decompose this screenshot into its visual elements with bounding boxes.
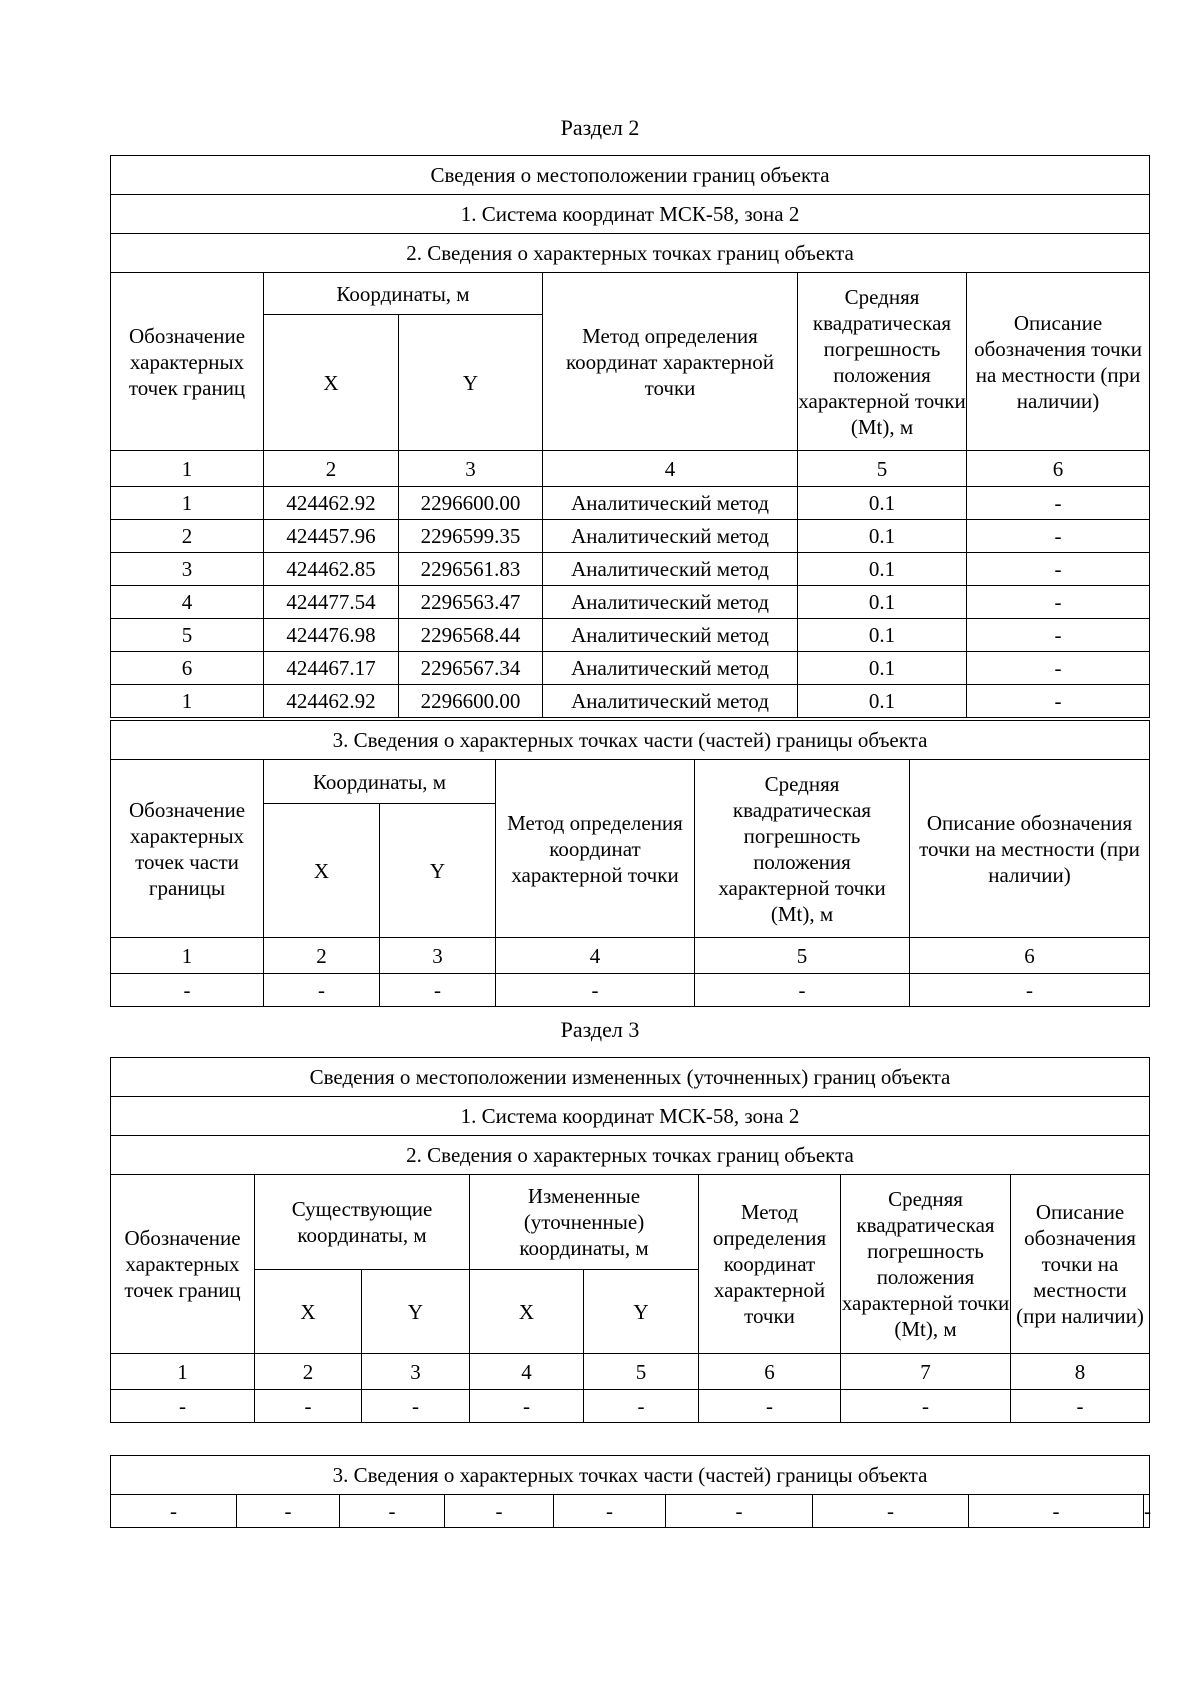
empty-cell: - xyxy=(362,1390,470,1423)
header-designation: Обозначение характерных точек границ xyxy=(111,1175,255,1354)
coord-y: 2296600.00 xyxy=(399,685,543,718)
section-3-points-title: 2. Сведения о характерных точках границ объекта xyxy=(111,1136,1150,1175)
description: - xyxy=(967,652,1150,685)
section-3-title: Раздел 3 xyxy=(560,1017,640,1042)
header-method: Метод определения координат характерной точки xyxy=(543,273,798,451)
header-error: Средняя квадратическая погрешность положения характерной точки (Mt), м xyxy=(798,273,967,451)
point-number: 6 xyxy=(111,652,264,685)
error-mt: 0.1 xyxy=(798,553,967,586)
header-existing-coords: Существующие координаты, м xyxy=(255,1175,470,1270)
error-mt: 0.1 xyxy=(798,586,967,619)
header-error: Средняя квадратическая погрешность положения характерной точки (Mt), м xyxy=(841,1175,1011,1354)
header-y: Y xyxy=(380,804,496,938)
empty-cell: - xyxy=(969,1495,1144,1528)
col-number: 6 xyxy=(910,938,1150,974)
method: Аналитический метод xyxy=(543,520,798,553)
coord-x: 424462.85 xyxy=(264,553,399,586)
header-description: Описание обозначения точки на местности (при наличии) xyxy=(967,273,1150,451)
point-number: 2 xyxy=(111,520,264,553)
description: - xyxy=(967,520,1150,553)
table-row xyxy=(111,652,1150,685)
col-number: 3 xyxy=(380,938,496,974)
section-2-caption: Сведения о местоположении границ объекта xyxy=(111,156,1150,195)
header-x: X xyxy=(264,804,380,938)
table-row xyxy=(111,619,1150,652)
header-description: Описание обозначения точки на местности (при наличии) xyxy=(1011,1175,1150,1354)
method: Аналитический метод xyxy=(543,652,798,685)
col-number: 5 xyxy=(798,451,967,487)
empty-cell: - xyxy=(496,974,695,1007)
description: - xyxy=(967,487,1150,520)
table-row xyxy=(111,487,1150,520)
table-row xyxy=(111,1390,1150,1423)
header-y: Y xyxy=(399,315,543,451)
col-number: 5 xyxy=(584,1354,699,1390)
empty-cell: - xyxy=(554,1495,666,1528)
coord-x: 424467.17 xyxy=(264,652,399,685)
section-3-parts-title: 3. Сведения о характерных точках части (частей) границы объекта xyxy=(111,1456,1150,1495)
coord-x: 424477.54 xyxy=(264,586,399,619)
section-3-parts-table xyxy=(110,1455,1150,1528)
col-number: 4 xyxy=(496,938,695,974)
header-x: X xyxy=(470,1270,584,1354)
empty-cell: - xyxy=(813,1495,969,1528)
method: Аналитический метод xyxy=(543,685,798,718)
empty-cell: - xyxy=(380,974,496,1007)
empty-cell: - xyxy=(584,1390,699,1423)
table-row xyxy=(111,1495,1150,1528)
coord-y: 2296561.83 xyxy=(399,553,543,586)
point-number: 3 xyxy=(111,553,264,586)
error-mt: 0.1 xyxy=(798,652,967,685)
empty-cell: - xyxy=(111,1390,255,1423)
empty-cell: - xyxy=(841,1390,1011,1423)
empty-cell: - xyxy=(255,1390,362,1423)
section-3-coord-system: 1. Система координат МСК-58, зона 2 xyxy=(111,1097,1150,1136)
section-2-coord-system: 1. Система координат МСК-58, зона 2 xyxy=(111,195,1150,234)
method: Аналитический метод xyxy=(543,586,798,619)
section-2-parts-table xyxy=(110,720,1150,1007)
empty-cell: - xyxy=(445,1495,554,1528)
coord-x: 424457.96 xyxy=(264,520,399,553)
point-number: 5 xyxy=(111,619,264,652)
error-mt: 0.1 xyxy=(798,520,967,553)
description: - xyxy=(967,619,1150,652)
header-error: Средняя квадратическая погрешность положения характерной точки (Mt), м xyxy=(695,760,910,938)
col-number: 2 xyxy=(264,451,399,487)
point-number: 1 xyxy=(111,685,264,718)
table-row xyxy=(111,974,1150,1007)
section-2-parts-title: 3. Сведения о характерных точках части (частей) границы объекта xyxy=(111,721,1150,760)
error-mt: 0.1 xyxy=(798,487,967,520)
header-method: Метод определения координат характерной точки xyxy=(699,1175,841,1354)
table-row xyxy=(111,685,1150,718)
col-number: 6 xyxy=(699,1354,841,1390)
col-number: 4 xyxy=(470,1354,584,1390)
header-changed-coords: Измененные (уточненные) координаты, м xyxy=(470,1175,699,1270)
header-coords: Координаты, м xyxy=(264,273,543,315)
col-number: 3 xyxy=(362,1354,470,1390)
coord-y: 2296600.00 xyxy=(399,487,543,520)
section-3-table xyxy=(110,1057,1150,1423)
section-2-table xyxy=(110,155,1150,718)
error-mt: 0.1 xyxy=(798,685,967,718)
empty-cell: - xyxy=(666,1495,813,1528)
header-description: Описание обозначения точки на местности (при наличии) xyxy=(910,760,1150,938)
col-number: 4 xyxy=(543,451,798,487)
table-row xyxy=(111,586,1150,619)
table-row xyxy=(111,553,1150,586)
method: Аналитический метод xyxy=(543,553,798,586)
point-number: 1 xyxy=(111,487,264,520)
empty-cell: - xyxy=(1144,1495,1150,1528)
method: Аналитический метод xyxy=(543,487,798,520)
header-x: X xyxy=(255,1270,362,1354)
col-number: 8 xyxy=(1011,1354,1150,1390)
header-y: Y xyxy=(362,1270,470,1354)
point-number: 4 xyxy=(111,586,264,619)
empty-cell: - xyxy=(237,1495,340,1528)
header-y: Y xyxy=(584,1270,699,1354)
header-method: Метод определения координат характерной точки xyxy=(496,760,695,938)
col-number: 5 xyxy=(695,938,910,974)
coord-y: 2296599.35 xyxy=(399,520,543,553)
empty-cell: - xyxy=(695,974,910,1007)
section-2-title: Раздел 2 xyxy=(560,115,640,140)
coord-x: 424476.98 xyxy=(264,619,399,652)
section-2-points-title: 2. Сведения о характерных точках границ объекта xyxy=(111,234,1150,273)
section-3-caption: Сведения о местоположении измененных (уточненных) границ объекта xyxy=(111,1058,1150,1097)
coord-y: 2296567.34 xyxy=(399,652,543,685)
header-designation: Обозначение характерных точек части границы xyxy=(111,760,264,938)
empty-cell: - xyxy=(470,1390,584,1423)
coord-x: 424462.92 xyxy=(264,685,399,718)
empty-cell: - xyxy=(699,1390,841,1423)
col-number: 7 xyxy=(841,1354,1011,1390)
empty-cell: - xyxy=(340,1495,445,1528)
description: - xyxy=(967,685,1150,718)
col-number: 1 xyxy=(111,451,264,487)
header-coords: Координаты, м xyxy=(264,760,496,804)
empty-cell: - xyxy=(264,974,380,1007)
description: - xyxy=(967,553,1150,586)
col-number: 1 xyxy=(111,938,264,974)
col-number: 2 xyxy=(264,938,380,974)
coord-x: 424462.92 xyxy=(264,487,399,520)
empty-cell: - xyxy=(111,1495,237,1528)
coord-y: 2296563.47 xyxy=(399,586,543,619)
empty-cell: - xyxy=(1011,1390,1150,1423)
table-row xyxy=(111,520,1150,553)
empty-cell: - xyxy=(111,974,264,1007)
header-designation: Обозначение характерных точек границ xyxy=(111,273,264,451)
coord-y: 2296568.44 xyxy=(399,619,543,652)
col-number: 6 xyxy=(967,451,1150,487)
error-mt: 0.1 xyxy=(798,619,967,652)
header-x: X xyxy=(264,315,399,451)
col-number: 3 xyxy=(399,451,543,487)
col-number: 2 xyxy=(255,1354,362,1390)
empty-cell: - xyxy=(910,974,1150,1007)
description: - xyxy=(967,586,1150,619)
col-number: 1 xyxy=(111,1354,255,1390)
method: Аналитический метод xyxy=(543,619,798,652)
